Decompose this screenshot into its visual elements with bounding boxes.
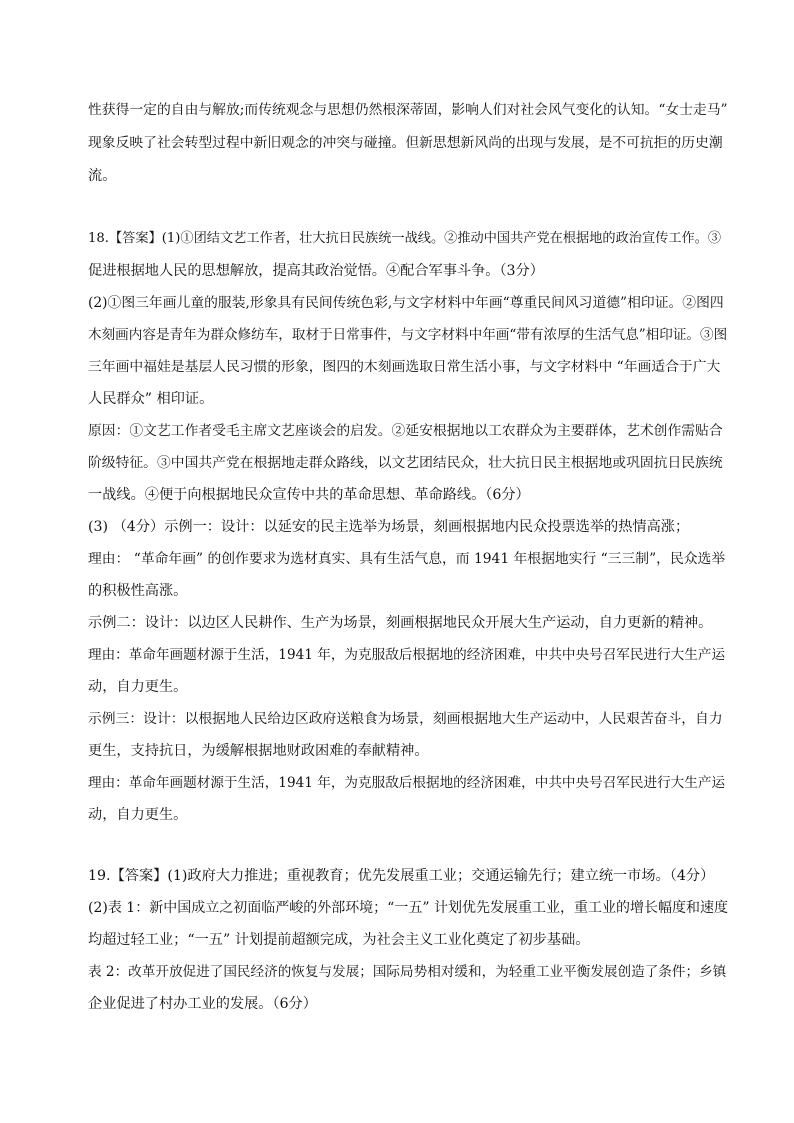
text-line: 现象反映了社会转型过程中新旧观念的冲突与碰撞。但新思想新风尚的出现与发展，是不可抗拒的历史潮 [88,135,723,151]
answer-19-heading-line: 19.【答案】(1)政府大力推进；重视教育；优先发展重工业；交通运输先行；建立统一市场。（4分） [88,868,715,884]
text-line: 表 2：改革开放促进了国民经济的恢复与发展；国际局势相对缓和，为轻重工业平衡发展创造了条件；乡镇 [88,964,727,980]
text-line: 三年画中福娃是基层人民习惯的形象，图四的木刻画选取日常生活小事，与文字材料中 “年画适合于广大 [88,359,721,375]
text-line: (2)①图三年画儿童的服装,形象具有民间传统色彩,与文字材料中年画“尊重民间风习道德”相印证。②图四 [88,295,724,311]
text-line: 流。 [88,168,117,184]
text-line: 更生，支持抗日，为缓解根据地财政困难的奉献精神。 [88,743,429,759]
text-line: 均超过轻工业；“一五” 计划提前超额完成，为社会主义工业化奠定了初步基础。 [88,932,590,948]
text-line: 性获得一定的自由与解放;而传统观念与思想仍然根深蒂固，影响人们对社会风气变化的认知。“女士走马” [88,102,728,118]
text-line: 理由： “革命年画” 的创作要求为选材真实、具有生活气息，而 1941 年根据地实行 “三三制”，民众选举 [88,551,726,567]
text-line: (3) （4分）示例一：设计：以延安的民主选举为场景，刻画根据地内民众投票选举的热情高涨； [88,519,690,535]
text-line: 动，自力更生。 [88,679,188,695]
text-line: 木刻画内容是青年为群众修纺车，取材于日常事件，与文字材料中年画“带有浓厚的生活气息”相印证。③图 [88,327,728,343]
text-line: (2)表 1：新中国成立之初面临严峻的外部环境；“一五” 计划优先发展重工业，重工业的增长幅度和速度 [88,900,728,916]
text-line: 企业促进了村办工业的发展。（6分） [88,996,317,1012]
text-line: 的积极性高涨。 [88,583,188,599]
text-line: 示例三：设计：以根据地人民给边区政府送粮食为场景，刻画根据地大生产运动中，人民艰苦奋斗，自力 [88,711,723,727]
text-line: 原因：①文艺工作者受毛主席文艺座谈会的启发。②延安根据地以工农群众为主要群体，艺术创作需贴合 [88,423,723,439]
text-line: 动，自力更生。 [88,807,188,823]
text-line: 理由：革命年画题材源于生活，1941 年，为克服敌后根据地的经济困难，中共中央号召军民进行大生产运 [88,647,726,663]
text-line: 一战线。④便于向根据地民众宣传中共的革命思想、革命路线。（6分） [88,487,530,503]
text-line: 人民群众” 相印证。 [88,391,214,407]
text-line: 阶级特征。③中国共产党在根据地走群众路线，以文艺团结民众，壮大抗日民主根据地或巩固抗日民族统 [88,455,723,471]
answer-18-heading-line: 18.【答案】(1)①团结文艺工作者，壮大抗日民族统一战线。②推动中国共产党在根据地的政治宣传工作。③ [88,231,722,246]
text-line: 促进根据地人民的思想解放，提高其政治觉悟。④配合军事斗争。（3分） [88,263,544,279]
text-line: 理由：革命年画题材源于生活，1941 年，为克服敌后根据地的经济困难，中共中央号召军民进行大生产运 [88,775,726,791]
text-line: 示例二：设计：以边区人民耕作、生产为场景，刻画根据地民众开展大生产运动，自力更新的精神。 [88,615,713,631]
